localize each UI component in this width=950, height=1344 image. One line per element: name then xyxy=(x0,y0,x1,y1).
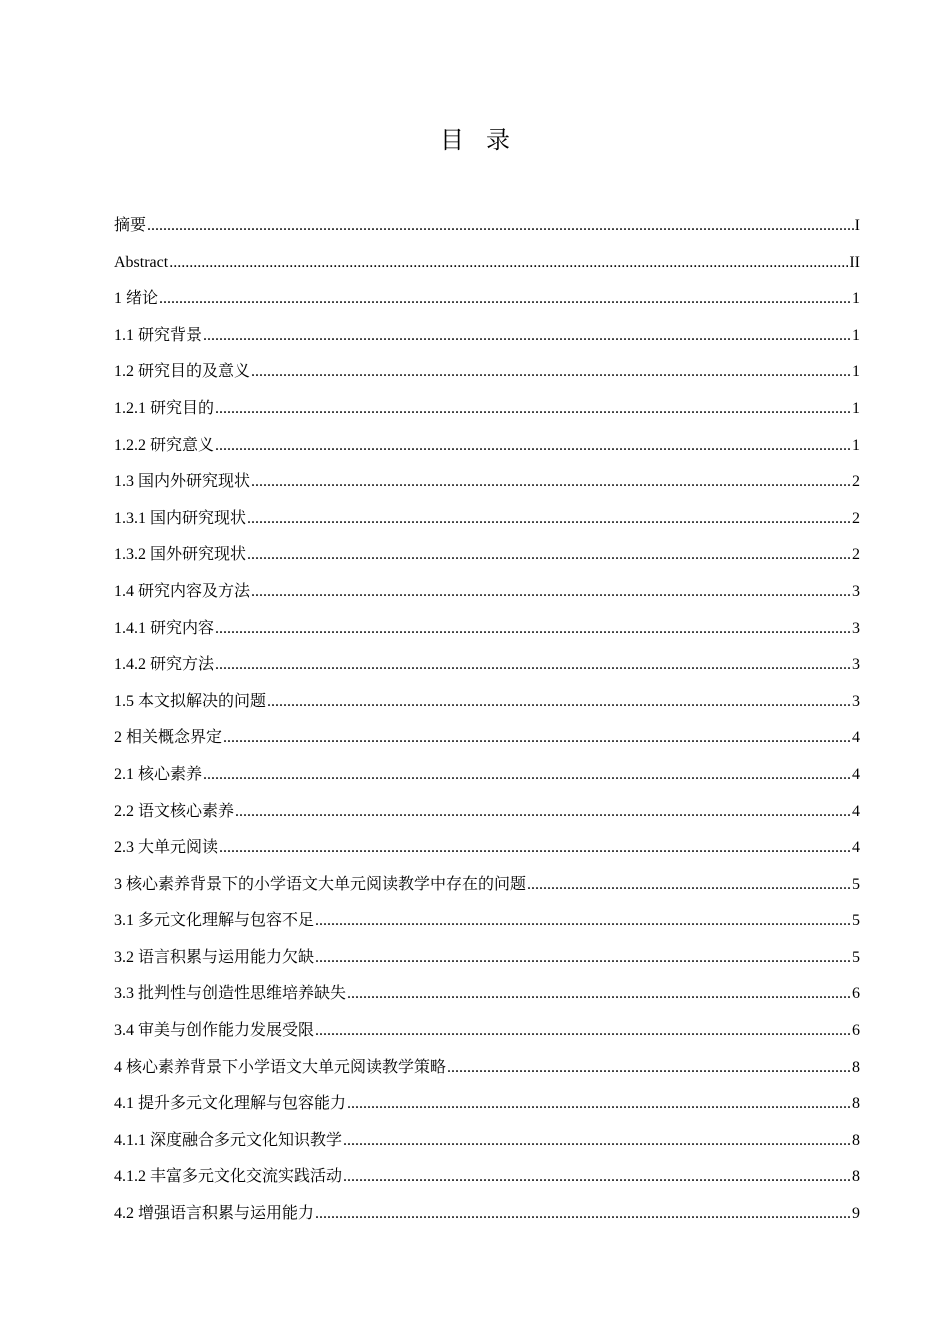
toc-entry[interactable] xyxy=(114,611,860,648)
toc-dot-leader xyxy=(315,1196,851,1233)
toc-dot-leader xyxy=(315,1013,851,1050)
toc-entry-page-number: 3 xyxy=(852,692,860,710)
toc-entry-label: 2 相关概念界定 xyxy=(114,729,223,747)
toc-entry[interactable] xyxy=(114,574,860,611)
toc-entry-page-number: 1 xyxy=(852,436,860,454)
toc-entry-label: 3.4 审美与创作能力发展受限 xyxy=(114,1022,315,1040)
toc-dot-leader xyxy=(215,611,851,648)
toc-entry-label: 3.3 批判性与创造性思维培养缺失 xyxy=(114,985,347,1003)
toc-entry[interactable] xyxy=(114,1086,860,1123)
toc-entry[interactable] xyxy=(114,647,860,684)
toc-entry-label: 3 核心素养背景下的小学语文大单元阅读教学中存在的问题 xyxy=(114,875,527,893)
toc-entry-page-number: 2 xyxy=(852,546,860,564)
toc-entry-page-number: 1 xyxy=(852,290,860,308)
toc-entry[interactable] xyxy=(114,794,860,831)
toc-dot-leader xyxy=(159,281,851,318)
toc-dot-leader xyxy=(203,757,851,794)
toc-entry[interactable] xyxy=(114,684,860,721)
toc-list xyxy=(114,208,860,1233)
toc-dot-leader xyxy=(267,684,851,721)
toc-entry-page-number: 5 xyxy=(852,948,860,966)
toc-entry-label: 1.4.1 研究内容 xyxy=(114,619,215,637)
toc-entry-label: 1.4 研究内容及方法 xyxy=(114,582,251,600)
toc-entry[interactable] xyxy=(114,1013,860,1050)
toc-entry-page-number: II xyxy=(849,253,860,271)
toc-entry[interactable] xyxy=(114,428,860,465)
toc-entry-page-number: 1 xyxy=(852,363,860,381)
toc-entry-label: 4.1.2 丰富多元文化交流实践活动 xyxy=(114,1168,343,1186)
toc-entry-page-number: I xyxy=(854,217,860,234)
toc-dot-leader xyxy=(251,354,851,391)
toc-entry-label: 1.3 国内外研究现状 xyxy=(114,473,251,491)
toc-dot-leader xyxy=(343,1159,851,1196)
toc-entry[interactable] xyxy=(114,830,860,867)
toc-entry-page-number: 8 xyxy=(852,1095,860,1113)
toc-entry-label: 摘要 xyxy=(114,217,147,234)
toc-dot-leader xyxy=(235,794,851,831)
toc-dot-leader xyxy=(147,208,854,245)
toc-entry-page-number: 5 xyxy=(852,912,860,930)
toc-dot-leader xyxy=(315,903,851,940)
toc-entry[interactable] xyxy=(114,318,860,355)
toc-entry[interactable] xyxy=(114,245,860,282)
toc-entry-label: 2.1 核心素养 xyxy=(114,765,203,783)
toc-entry-label: 2.2 语文核心素养 xyxy=(114,802,235,820)
toc-entry-page-number: 2 xyxy=(852,473,860,491)
toc-entry-page-number: 3 xyxy=(852,656,860,674)
toc-entry[interactable] xyxy=(114,281,860,318)
toc-entry-label: 2.3 大单元阅读 xyxy=(114,839,219,857)
toc-entry-page-number: 8 xyxy=(852,1168,860,1186)
toc-entry[interactable] xyxy=(114,537,860,574)
toc-entry-page-number: 4 xyxy=(852,802,860,820)
toc-entry-page-number: 5 xyxy=(852,875,860,893)
toc-entry-label: 1.2.2 研究意义 xyxy=(114,436,215,454)
toc-entry-label: 4.2 增强语言积累与运用能力 xyxy=(114,1205,315,1223)
toc-entry-page-number: 8 xyxy=(852,1131,860,1149)
toc-dot-leader xyxy=(527,867,851,904)
toc-entry[interactable] xyxy=(114,501,860,538)
toc-entry-page-number: 3 xyxy=(852,619,860,637)
toc-dot-leader xyxy=(247,501,851,538)
toc-dot-leader xyxy=(343,1123,851,1160)
toc-entry-page-number: 4 xyxy=(852,839,860,857)
toc-entry-label: 1.5 本文拟解决的问题 xyxy=(114,692,267,710)
toc-entry-page-number: 8 xyxy=(852,1058,860,1076)
toc-entry[interactable] xyxy=(114,464,860,501)
toc-entry[interactable] xyxy=(114,976,860,1013)
toc-dot-leader xyxy=(215,391,851,428)
toc-dot-leader xyxy=(223,720,851,757)
toc-dot-leader xyxy=(251,464,851,501)
toc-dot-leader xyxy=(251,574,851,611)
toc-dot-leader xyxy=(347,976,851,1013)
toc-entry-label: 1.3.2 国外研究现状 xyxy=(114,546,247,564)
toc-entry[interactable] xyxy=(114,1050,860,1087)
toc-title: 目录 xyxy=(440,126,532,154)
toc-entry-label: 4.1.1 深度融合多元文化知识教学 xyxy=(114,1131,343,1149)
toc-dot-leader xyxy=(447,1050,851,1087)
toc-entry-label: 1.2 研究目的及意义 xyxy=(114,363,251,381)
toc-entry-label: 1.4.2 研究方法 xyxy=(114,656,215,674)
toc-entry-label: 3.2 语言积累与运用能力欠缺 xyxy=(114,948,315,966)
toc-entry-label: 1.1 研究背景 xyxy=(114,326,203,344)
toc-entry-label: 1.3.1 国内研究现状 xyxy=(114,509,247,527)
toc-dot-leader xyxy=(203,318,851,355)
toc-entry-page-number: 1 xyxy=(852,399,860,417)
toc-dot-leader xyxy=(169,245,848,282)
toc-entry-label: 1 绪论 xyxy=(114,290,159,308)
toc-entry[interactable] xyxy=(114,757,860,794)
toc-dot-leader xyxy=(215,428,851,465)
toc-entry-label: 1.2.1 研究目的 xyxy=(114,399,215,417)
toc-entry-page-number: 4 xyxy=(852,765,860,783)
toc-entry-page-number: 6 xyxy=(852,985,860,1003)
toc-entry-label: Abstract xyxy=(114,253,169,271)
toc-entry-page-number: 4 xyxy=(852,729,860,747)
toc-entry[interactable] xyxy=(114,903,860,940)
toc-entry-page-number: 6 xyxy=(852,1022,860,1040)
toc-entry[interactable] xyxy=(114,940,860,977)
toc-entry[interactable] xyxy=(114,1196,860,1233)
toc-dot-leader xyxy=(219,830,851,867)
toc-entry-label: 4 核心素养背景下小学语文大单元阅读教学策略 xyxy=(114,1058,447,1076)
toc-entry-label: 3.1 多元文化理解与包容不足 xyxy=(114,912,315,930)
toc-entry[interactable] xyxy=(114,208,860,245)
toc-entry[interactable] xyxy=(114,1123,860,1160)
toc-entry-page-number: 3 xyxy=(852,582,860,600)
toc-entry[interactable] xyxy=(114,1159,860,1196)
toc-dot-leader xyxy=(215,647,851,684)
toc-dot-leader xyxy=(247,537,851,574)
toc-entry[interactable] xyxy=(114,867,860,904)
toc-dot-leader xyxy=(315,940,851,977)
toc-entry-page-number: 2 xyxy=(852,509,860,527)
toc-entry[interactable] xyxy=(114,354,860,391)
toc-entry[interactable] xyxy=(114,720,860,757)
toc-dot-leader xyxy=(347,1086,851,1123)
toc-entry[interactable] xyxy=(114,391,860,428)
toc-entry-page-number: 1 xyxy=(852,326,860,344)
toc-entry-label: 4.1 提升多元文化理解与包容能力 xyxy=(114,1095,347,1113)
toc-entry-page-number: 9 xyxy=(852,1205,860,1223)
